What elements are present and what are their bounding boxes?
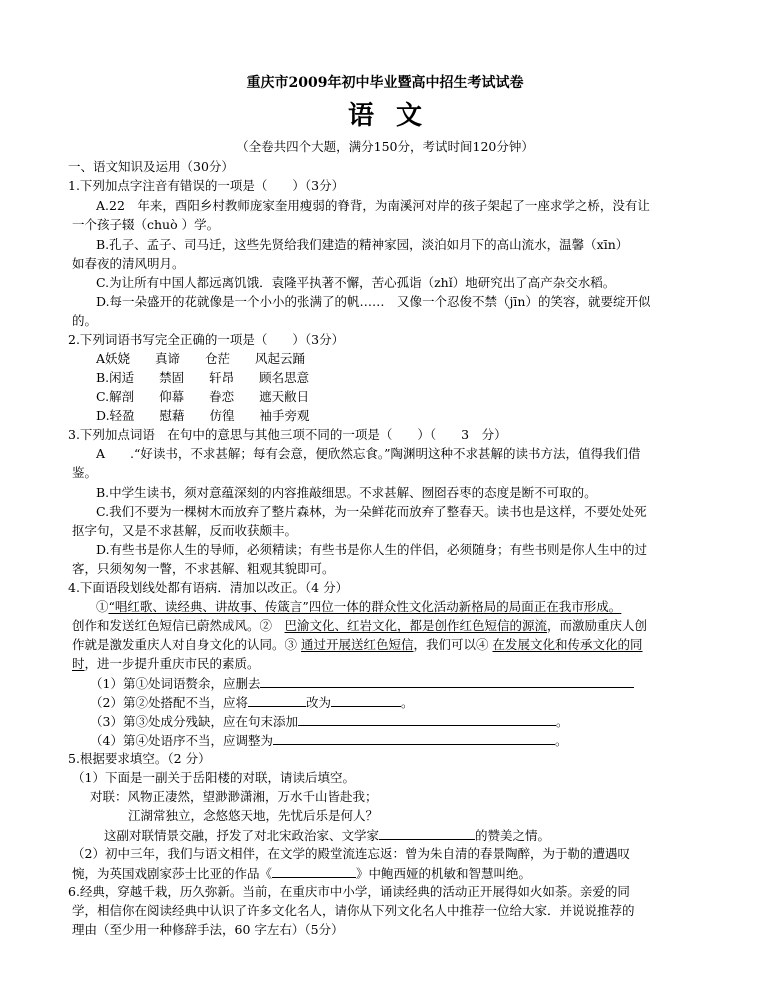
q6-line-2: 学，相信你在阅读经典中认识了许多文化名人，请你从下列文化名人中推荐一位给大家．并说说推荐的 [72,903,635,918]
q4-text: 作就是激发重庆人对自身文化的认同。③ [72,637,301,652]
q3-option-a: A .“好读书，不求甚解；每有会意，便欣然忘食。”陶渊明这种不求甚解的读书方法，值得我们借 [96,446,641,461]
q4-period: 。 [400,695,414,710]
q4-sub-1 [90,674,634,693]
exam-title: 重庆市2009年初中毕业暨高中招生考试试卷 [246,75,524,91]
q2-option-d: D.轻盈 慰藉 仿徨 袖手旁观 [96,408,310,423]
q4-answer-blank-2a[interactable] [248,693,306,707]
q2-stem: 2.下列词语书写完全正确的一项是（ ）（3分） [68,332,345,347]
q5-part-2: （2）初中三年，我们与语文相伴，在文学的殿堂流连忘返：曾为朱自清的春景陶醉，为于勒的遭遇叹 [72,846,630,861]
q4-sub-2-text: （2）第②处搭配不当，应将 [90,695,248,710]
q1-option-a-cont: 一个孩子辍（chuò ）学。 [72,217,220,232]
q4-period: 。 [554,733,568,748]
q5-answer-blank-2[interactable] [272,864,356,878]
q5-couplet-question-text: 这副对联情景交融，抒发了对北宋政治家、文学家 [104,828,380,843]
q5-part-2-text-b: 》中鲍西娅的机敏和智慧叫绝。 [356,866,532,881]
q5-part-2-text: 惋，为英国戏剧家莎士比亚的作品《 [72,866,273,881]
q4-text: ，而激励重庆人创 [547,618,648,633]
q4-underline-4: 在发展文化和传承文化的同 [492,637,643,652]
q4-passage-line-4 [72,655,260,673]
q2-option-c: C.解剖 仰幕 眷恋 遮天敝日 [96,389,310,404]
subject-title: 语文 [347,101,444,131]
q1-option-c: C.为让所有中国人都远离饥饿．袁隆平执著不懈，苦心孤诣（zhǐ）地研究出了高产杂交水稻。 [96,275,616,290]
q5-part-1: （1）下面是一副关于岳阳楼的对联，请读后填空。 [72,770,355,785]
q4-answer-blank-3[interactable] [298,712,556,726]
q3-option-c: C.我们不要为一棵树木而放弃了整片森林，为一朵鲜花而放弃了整春天。读书也是这样，不要处处死 [96,504,647,519]
q4-sub-4-text: （4）第④处语序不当，应调整为 [90,733,273,748]
q3-option-c-cont: 抠字句，又是不求甚解，反而收获颇丰。 [72,523,298,538]
q5-couplet-1: 对联：风物正凄然，望渺渺潇湘，万水千山皆赴我； [90,789,378,804]
q4-sub-4 [90,731,567,750]
q4-passage-line-3 [72,636,643,654]
q1-option-b-cont: 如春夜的清风明月。 [72,256,185,271]
q1-option-d-cont: 的。 [72,313,98,328]
q4-sub-2 [90,693,414,712]
q3-stem: 3.下列加点词语 在句中的意思与其他三项不同的一项是（ ）（ 3 分） [68,427,507,442]
q4-underline-2: 巴渝文化、红岩文化，都是创作红色短信的源流 [284,618,548,633]
q4-passage-line-2 [72,617,647,635]
q4-underline-3: 通过开展送红色短信 [300,637,414,652]
q3-option-a-cont: 鉴。 [72,465,98,480]
q5-couplet-question-text-b: 的赞美之情。 [475,828,551,843]
q4-sub-1-text: （1）第①处词语赘余，应删去 [90,676,261,691]
q1-stem: 1.下列加点字注音有错误的一项是（ ）（3分） [68,178,345,193]
q5-couplet-question [104,826,550,845]
q3-option-d: D.有些书是你人生的导师，必须精读；有些书是你人生的伴侣，必须随身；有些书则是你人生中的过 [96,542,648,557]
q5-couplet-2: 江湖常独立，念悠悠天地，先忧后乐是何人？ [128,808,379,823]
q4-text: ，我们可以④ [413,637,493,652]
q4-answer-blank-1[interactable] [260,674,634,688]
q5-stem: 5.根据要求填空。（2 分） [68,751,211,766]
q4-period: 。 [555,714,569,729]
q5-part-2-cont [72,864,531,883]
q5-answer-blank-1[interactable] [379,826,475,840]
q4-text: ，进一步提升重庆市民的素质。 [84,656,260,671]
q4-answer-blank-2b[interactable] [331,693,401,707]
q2-option-b: B.闲适 禁固 轩昂 顾名思意 [96,370,310,385]
q4-sub-2-text-b: 改为 [305,695,331,710]
q1-option-b: B.孔子、孟子、司马迁，这些先贤给我们建造的精神家园，淡泊如月下的高山流水，温馨（xīn） [96,237,629,252]
q4-mark-1: ① [96,599,109,614]
q4-answer-blank-4[interactable] [273,731,555,745]
q1-option-a: A.22 年来，酉阳乡村教师庞家奎用瘦弱的脊背，为南溪河对岸的孩子架起了一座求学之桥，没有让 [96,198,650,213]
q2-option-a: A妖娆 真谛 仓茫 风起云踊 [96,351,306,366]
q3-option-d-cont: 客，只须匆匆一瞥，不求甚解、粗观其貌即可。 [72,561,335,576]
q6-line-1: 6.经典，穿越千栽，历久弥新。当前，在重庆市中小学，诵读经典的活动正开展得如火如荼。亲爱的同 [68,884,630,899]
q1-option-d: D.每一朵盛开的花就像是一个小小的张满了的帆…… 又像一个忍俊不禁（jīn）的笑容，就要绽开似 [96,294,651,309]
q6-line-3: 理由（至少用一种修辞手法，60 字左右）（5分） [72,922,344,937]
q4-underline-1: “唱红歌、读经典、讲故事、传箴言”四位一体的群众性文化活动新格局的局面正在我市形成。 [108,599,622,614]
q4-sub-3-text: （3）第③处成分残缺，应在句末添加 [90,714,298,729]
q4-stem: 4.下面语段划线处都有语病．清加以改正。（4 分） [68,580,349,595]
q4-sub-3 [90,712,568,731]
q4-underline-4-cont: 时 [72,656,85,671]
q4-passage-line-1 [96,598,621,616]
q4-text: 创作和发送红色短信已蔚然成风。② [72,618,285,633]
exam-note: （全卷共四个大题，满分150分，考试时间120分钟） [236,139,534,154]
section-heading: 一、语文知识及运用（30分） [68,159,234,174]
q3-option-b: B.中学生读书，须对意蕴深刻的内容推敲细思。不求甚解、囫囵吞枣的态度是断不可取的。 [96,485,597,500]
